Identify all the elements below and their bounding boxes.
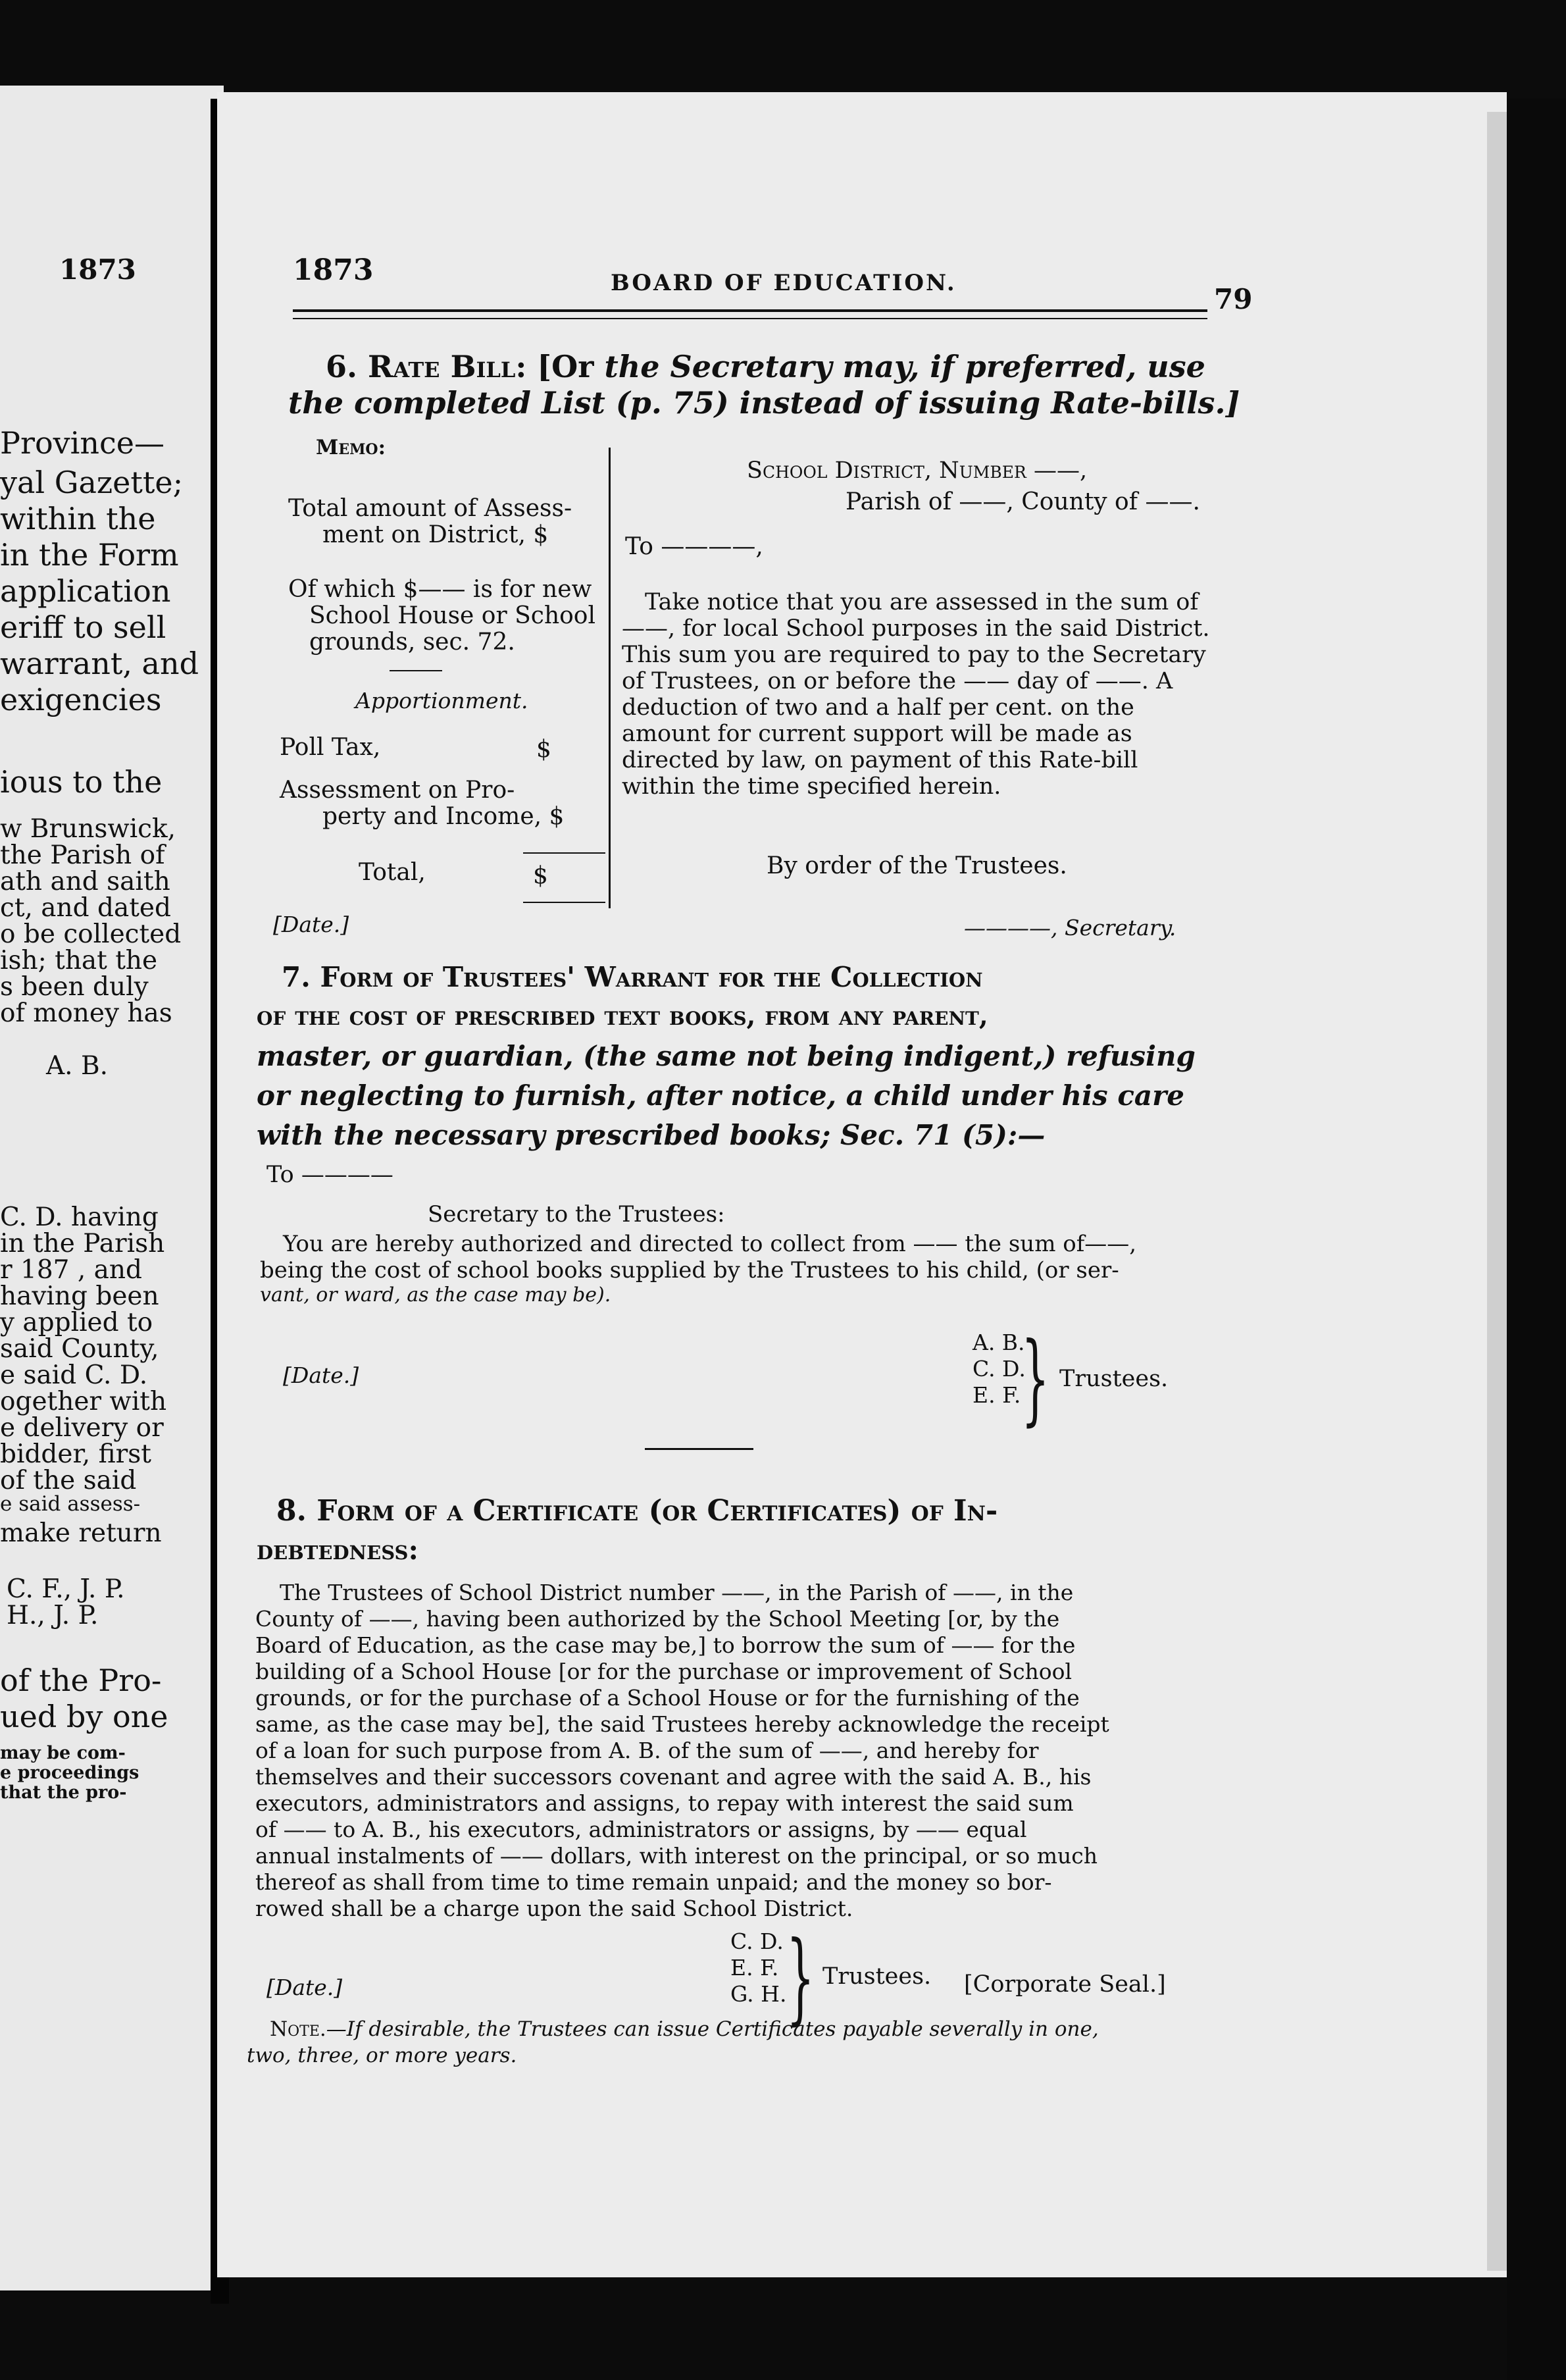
section-8-seal: [Corporate Seal.] [964,1971,1166,1998]
left-page-line: ath and saith [0,867,170,896]
section-7-body-line3: vant, or ward, as the case may be). [260,1283,611,1306]
memo-poll-dollar: $ [536,736,551,763]
section-7-secretary-to: Secretary to the Trustees: [428,1201,725,1228]
left-page-line: e said assess- [0,1492,141,1516]
left-page-line: C. F., J. P. [7,1574,125,1604]
section-8-body-line: thereof as shall from time to time remain unpaid; and the money so bor- [255,1869,1052,1895]
section-7-end-rule [645,1448,753,1450]
left-page-line: in the Form [0,537,179,573]
notice-line: ——, for local School purposes in the said District. [622,615,1210,642]
memo-total-line2: ment on District, $ [322,521,549,548]
left-page-line: ious to the [0,764,163,800]
memo-divider [390,670,442,671]
section-8-body-line: grounds, or for the purchase of a School House or for the furnishing of the [255,1685,1080,1711]
memo-total: Total, [359,859,426,886]
section-8-trustees: Trustees. [822,1963,932,1990]
running-head: BOARD OF EDUCATION. [611,270,957,296]
left-page-line: bidder, first [0,1439,151,1469]
memo-date: [Date.] [273,912,349,937]
section-7-brace: } [1021,1322,1049,1436]
notice-line: amount for current support will be made as [622,721,1132,747]
left-page-line: e delivery or [0,1413,164,1443]
left-page-line: application [0,573,171,609]
section-8-body-line: The Trustees of School District number ——, in the Parish of ——, in the [280,1580,1074,1605]
header-rule-top [293,309,1207,312]
section-6-title: Rate Bill: [368,349,527,384]
section-8-number: 8. [276,1494,307,1528]
left-page-line: ued by one [0,1699,168,1734]
left-page-line: H., J. P. [7,1601,99,1630]
memo-assessment-line2: perty and Income, $ [322,803,565,830]
section-7-to: To ———— [266,1162,393,1188]
left-page-line: within the [0,501,156,536]
memo-which-line1: Of which $—— is for new [288,576,592,603]
trustee-signature: C. D. [730,1928,784,1954]
memo-vertical-divider [609,448,611,908]
left-page-line: of the said [0,1466,137,1495]
trustee-signature: A. B. [972,1330,1025,1355]
left-page-line: ish; that the [0,946,158,975]
memo-total-dollar: $ [533,862,548,889]
trustee-signature: E. F. [730,1955,779,1980]
left-page-line: may be com- [0,1743,126,1763]
left-page-line: of money has [0,998,172,1028]
section-7-line4: or neglecting to furnish, after notice, a child under his care [257,1079,1184,1112]
section-8-body-line: themselves and their successors covenant and agree with the said A. B., his [255,1764,1092,1790]
trustee-signature: C. D. [972,1356,1026,1382]
section-8-body-line: same, as the case may be], the said Trustees hereby acknowledge the receipt [255,1711,1109,1737]
left-page-line: y applied to [0,1308,153,1337]
section-8-note-line1: —If desirable, the Trustees can issue Certificates payable severally in one, [326,2017,1099,2041]
left-page-line: o be collected [0,919,182,949]
section-8-note [270,2017,1099,2041]
trustee-signature: E. F. [972,1382,1021,1408]
section-8-body-line: executors, administrators and assigns, to repay with interest the said sum [255,1790,1074,1816]
notice-district: School District, Number ——, [747,457,1088,484]
section-8-heading [276,1494,998,1528]
section-8-body-line: of —— to A. B., his executors, administrators or assigns, by —— equal [255,1817,1027,1842]
left-page-line: eriff to sell [0,609,166,645]
left-page-line: ct, and dated [0,893,171,923]
notice-line: directed by law, on payment of this Rate-bill [622,747,1138,773]
memo-poll-tax: Poll Tax, [280,734,381,761]
left-page-line: r 187 , and [0,1255,143,1285]
right-page [217,92,1507,2277]
left-page-line: e proceedings [0,1763,139,1783]
section-7-line2: of the cost of prescribed text books, from any parent, [257,1000,988,1031]
section-8-note-line2: two, three, or more years. [247,2044,517,2067]
left-page-line: s been duly [0,972,149,1002]
notice-secretary: ————, Secretary. [964,915,1176,941]
section-7-line3: master, or guardian, (the same not being indigent,) refusing [257,1040,1196,1072]
section-8-body-line: rowed shall be a charge upon the said School District. [255,1896,853,1921]
section-7-date: [Date.] [283,1362,359,1388]
page-number: 79 [1214,283,1253,315]
section-8-body-line: annual instalments of —— dollars, with interest on the principal, or so much [255,1843,1098,1869]
section-8-date: [Date.] [266,1975,343,2000]
section-7-line1: Form of Trustees' Warrant for the Collection [320,961,983,993]
section-8-body-line: County of ——, having been authorized by the School Meeting [or, by the [255,1606,1060,1632]
notice-line: of Trustees, on or before the —— day of ——. A [622,668,1173,694]
page-edge [1487,112,1507,2271]
notice-line: deduction of two and a half per cent. on the [622,694,1134,721]
left-page-line: said County, [0,1334,159,1364]
header-rule-bottom [293,318,1207,319]
left-page-year: 1873 [59,253,136,286]
left-page-line: make return [0,1518,162,1548]
left-page-line: Province— [0,425,164,461]
section-8-body-line: of a loan for such purpose from A. B. of the sum of ——, and hereby for [255,1738,1039,1763]
memo-apportionment: Apportionment. [355,688,528,713]
left-page-line: exigencies [0,682,162,717]
left-page-line: having been [0,1281,159,1311]
left-page-line: of the Pro- [0,1663,162,1698]
section-8-line1: Form of a Certificate (or Certificates) of In- [316,1494,998,1528]
notice-order: By order of the Trustees. [767,852,1067,879]
memo-label: Memo: [316,436,386,459]
section-7-line5: with the necessary prescribed books; Sec. 71 (5):— [257,1119,1046,1151]
section-6-heading-line2: the completed List (p. 75) instead of issuing Rate-bills.] [288,385,1240,421]
section-8-note-label: Note. [270,2017,326,2041]
left-page-line: that the pro- [0,1782,127,1803]
notice-to: To ————, [625,533,763,560]
section-6-number: 6. [326,349,358,384]
section-8-body-line: Board of Education, as the case may be,] to borrow the sum of —— for the [255,1632,1076,1658]
notice-line: This sum you are required to pay to the Secretary [622,642,1206,668]
left-page-line: the Parish of [0,841,165,870]
left-page-line: C. D. having [0,1203,159,1232]
trustee-signature: G. H. [730,1981,787,2007]
left-page-line: yal Gazette; [0,465,184,500]
page-year: 1873 [293,253,374,287]
section-8-body-line: building of a School House [or for the purchase or improvement of School [255,1659,1073,1684]
left-page-line: w Brunswick, [0,814,176,844]
left-page-line: warrant, and [0,646,199,681]
left-facing-page [0,86,224,2290]
notice-parish: Parish of ——, County of ——. [846,488,1200,515]
memo-total-rule-bottom [523,902,605,903]
section-7-body-line2: being the cost of school books supplied by the Trustees to his child, (or ser- [260,1257,1119,1283]
section-7-number: 7. [282,961,311,993]
memo-total-rule [523,852,605,854]
section-7-body-line1: You are hereby authorized and directed to collect from —— the sum of——, [283,1231,1137,1257]
section-6-heading [326,349,1205,384]
section-8-brace: } [786,1921,815,2035]
memo-total-line1: Total amount of Assess- [288,495,572,522]
section-7-trustees: Trustees. [1059,1366,1169,1392]
section-7-heading [282,961,983,993]
section-8-line2: debtedness: [257,1534,418,1566]
section-6-title-italic: the Secretary may, if preferred, use [604,349,1205,384]
memo-assessment-line1: Assessment on Pro- [280,777,515,804]
left-page-line: ogether with [0,1387,167,1416]
left-page-line: A. B. [46,1051,109,1081]
section-6-bracket: [Or [537,349,594,384]
notice-line: within the time specified herein. [622,773,1001,800]
scan-background [1507,99,1566,2380]
memo-which-line3: grounds, sec. 72. [309,629,515,656]
left-page-line: in the Parish [0,1229,165,1258]
notice-line: Take notice that you are assessed in the sum of [645,589,1199,615]
memo-which-line2: School House or School [309,602,595,629]
left-page-line: e said C. D. [0,1360,148,1390]
